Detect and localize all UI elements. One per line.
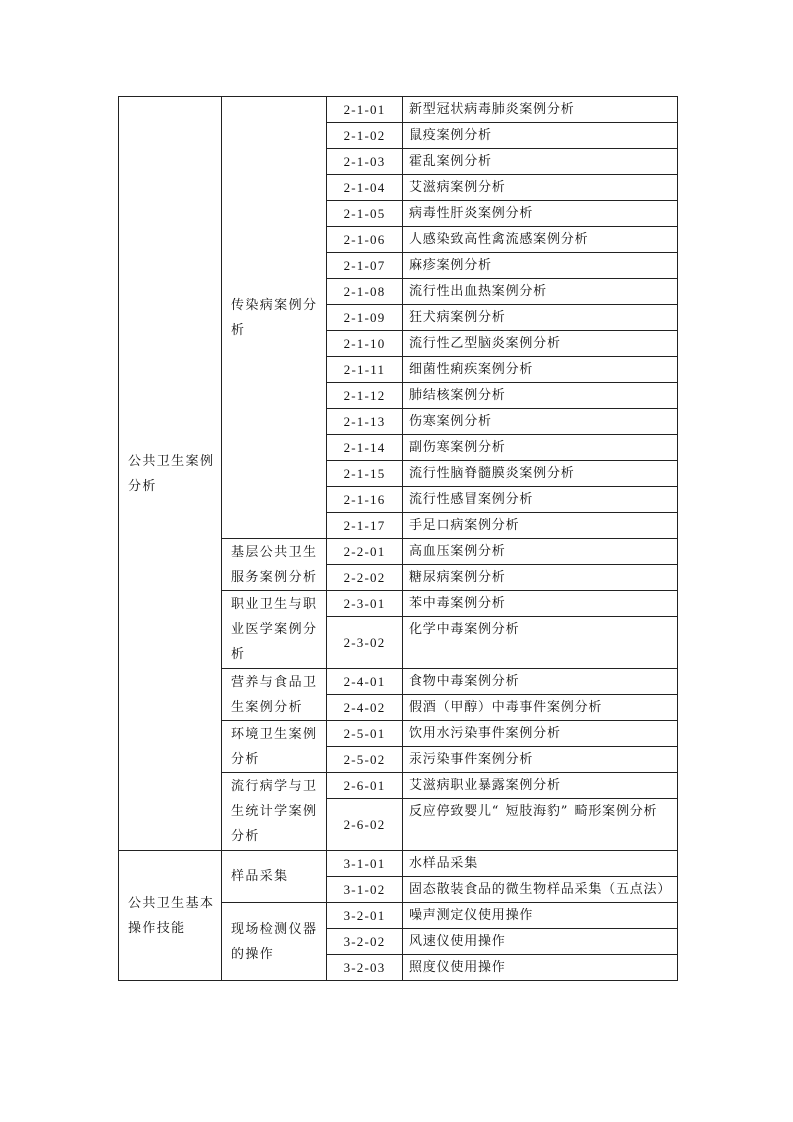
item-title-cell bbox=[403, 175, 678, 201]
item-code: 2-1-04 bbox=[327, 175, 403, 201]
item-title-cell bbox=[403, 409, 678, 435]
item-code: 2-1-01 bbox=[327, 97, 403, 123]
item-title-cell bbox=[403, 305, 678, 331]
item-title: 艾 滋 病 职 业 暴 露 案 例 分 析 bbox=[409, 778, 560, 793]
table-row bbox=[119, 97, 678, 123]
item-title: 反 应 停 致 婴 儿 “ 短 肢 海 豹 ” 畸 形 案 例 分 析 bbox=[409, 804, 657, 819]
item-title: 麻 疹 案 例 分 析 bbox=[409, 258, 491, 273]
item-title-cell bbox=[403, 721, 678, 747]
item-code: 3-2-03 bbox=[327, 955, 403, 981]
item-code: 2-1-05 bbox=[327, 201, 403, 227]
group-cell bbox=[222, 539, 327, 591]
group-label: 环 境 卫 生 案 例 分 析 bbox=[231, 726, 316, 767]
group-label: 现 场 检 测 仪 器 的 操 作 bbox=[231, 921, 316, 962]
item-code: 2-1-09 bbox=[327, 305, 403, 331]
item-code: 3-1-02 bbox=[327, 877, 403, 903]
item-title-cell bbox=[403, 253, 678, 279]
item-title: 流 行 性 感 冒 案 例 分 析 bbox=[409, 492, 533, 507]
item-code: 3-1-01 bbox=[327, 851, 403, 877]
group-cell bbox=[222, 591, 327, 669]
item-code: 2-3-01 bbox=[327, 591, 403, 617]
group-cell bbox=[222, 669, 327, 721]
curriculum-table bbox=[118, 96, 678, 981]
group-label: 营 养 与 食 品 卫 生 案 例 分 析 bbox=[231, 674, 316, 715]
group-label: 样 品 采 集 bbox=[231, 869, 288, 884]
item-title: 新 型 冠 状 病 毒 肺 炎 案 例 分 析 bbox=[409, 102, 574, 117]
item-title: 水 样 品 采 集 bbox=[409, 856, 478, 871]
item-title-cell bbox=[403, 565, 678, 591]
item-title: 狂 犬 病 案 例 分 析 bbox=[409, 310, 505, 325]
item-title: 流 行 性 乙 型 脑 炎 案 例 分 析 bbox=[409, 336, 560, 351]
item-title-cell bbox=[403, 461, 678, 487]
item-code: 2-1-16 bbox=[327, 487, 403, 513]
item-code: 3-2-01 bbox=[327, 903, 403, 929]
item-code: 2-5-02 bbox=[327, 747, 403, 773]
item-code: 2-1-02 bbox=[327, 123, 403, 149]
item-title-cell bbox=[403, 539, 678, 565]
item-title: 流 行 性 出 血 热 案 例 分 析 bbox=[409, 284, 547, 299]
item-title: 鼠 疫 案 例 分 析 bbox=[409, 128, 491, 143]
item-title: 艾 滋 病 案 例 分 析 bbox=[409, 180, 505, 195]
item-title-cell bbox=[403, 97, 678, 123]
item-title-cell bbox=[403, 149, 678, 175]
item-title-cell bbox=[403, 903, 678, 929]
category-cell bbox=[119, 97, 222, 851]
category-cell bbox=[119, 851, 222, 981]
item-title-cell bbox=[403, 669, 678, 695]
item-code: 2-1-10 bbox=[327, 331, 403, 357]
item-title-cell bbox=[403, 747, 678, 773]
group-label: 流 行 病 学 与 卫 生 统 计 学 案 例 分 析 bbox=[231, 779, 316, 844]
item-title: 饮 用 水 污 染 事 件 案 例 分 析 bbox=[409, 726, 560, 741]
item-title: 肺 结 核 案 例 分 析 bbox=[409, 388, 505, 403]
item-code: 2-1-08 bbox=[327, 279, 403, 305]
item-title-cell bbox=[403, 851, 678, 877]
item-title-cell bbox=[403, 929, 678, 955]
table-row bbox=[119, 851, 678, 877]
item-title: 噪 声 测 定 仪 使 用 操 作 bbox=[409, 908, 533, 923]
item-title-cell bbox=[403, 487, 678, 513]
item-title: 风 速 仪 使 用 操 作 bbox=[409, 934, 505, 949]
item-title: 霍 乱 案 例 分 析 bbox=[409, 154, 491, 169]
item-title-cell bbox=[403, 513, 678, 539]
item-title-cell bbox=[403, 799, 678, 851]
item-code: 2-1-07 bbox=[327, 253, 403, 279]
item-title: 苯 中 毒 案 例 分 析 bbox=[409, 596, 505, 611]
item-code: 2-5-01 bbox=[327, 721, 403, 747]
item-title: 伤 寒 案 例 分 析 bbox=[409, 414, 491, 429]
item-code: 3-2-02 bbox=[327, 929, 403, 955]
group-cell bbox=[222, 903, 327, 981]
item-title: 固 态 散 装 食 品 的 微 生 物 样 品 采 集 （ 五 点 法 ） bbox=[409, 882, 671, 897]
item-title: 汞 污 染 事 件 案 例 分 析 bbox=[409, 752, 533, 767]
item-title-cell bbox=[403, 591, 678, 617]
group-cell bbox=[222, 97, 327, 539]
item-title: 糖 尿 病 案 例 分 析 bbox=[409, 570, 505, 585]
item-title-cell bbox=[403, 955, 678, 981]
group-label: 职 业 卫 生 与 职 业 医 学 案 例 分 析 bbox=[231, 597, 316, 662]
item-title: 假 酒 （ 甲 醇 ） 中 毒 事 件 案 例 分 析 bbox=[409, 700, 602, 715]
item-code: 2-3-02 bbox=[327, 617, 403, 669]
group-cell bbox=[222, 851, 327, 903]
category-label: 公 共 卫 生 案 例 分 析 bbox=[128, 453, 213, 494]
item-title-cell bbox=[403, 695, 678, 721]
item-title: 病 毒 性 肝 炎 案 例 分 析 bbox=[409, 206, 533, 221]
item-code: 2-1-14 bbox=[327, 435, 403, 461]
item-title-cell bbox=[403, 357, 678, 383]
item-title-cell bbox=[403, 279, 678, 305]
item-title: 副 伤 寒 案 例 分 析 bbox=[409, 440, 505, 455]
item-title-cell bbox=[403, 331, 678, 357]
item-title-cell bbox=[403, 435, 678, 461]
item-title-cell bbox=[403, 123, 678, 149]
item-code: 2-1-17 bbox=[327, 513, 403, 539]
group-label: 传 染 病 案 例 分 析 bbox=[231, 297, 316, 338]
item-title-cell bbox=[403, 877, 678, 903]
item-title: 照 度 仪 使 用 操 作 bbox=[409, 960, 505, 975]
item-code: 2-1-15 bbox=[327, 461, 403, 487]
category-label: 公 共 卫 生 基 本 操 作 技 能 bbox=[128, 895, 213, 936]
item-code: 2-2-02 bbox=[327, 565, 403, 591]
item-code: 2-4-01 bbox=[327, 669, 403, 695]
item-title: 高 血 压 案 例 分 析 bbox=[409, 544, 505, 559]
item-title-cell bbox=[403, 227, 678, 253]
item-title: 流 行 性 脑 脊 髓 膜 炎 案 例 分 析 bbox=[409, 466, 574, 481]
group-cell bbox=[222, 773, 327, 851]
item-title: 化 学 中 毒 案 例 分 析 bbox=[409, 622, 519, 637]
item-code: 2-1-03 bbox=[327, 149, 403, 175]
item-code: 2-1-06 bbox=[327, 227, 403, 253]
item-code: 2-4-02 bbox=[327, 695, 403, 721]
item-title-cell bbox=[403, 383, 678, 409]
item-title-cell bbox=[403, 617, 678, 669]
item-title-cell bbox=[403, 773, 678, 799]
item-title: 食 物 中 毒 案 例 分 析 bbox=[409, 674, 519, 689]
item-code: 2-1-13 bbox=[327, 409, 403, 435]
item-code: 2-6-01 bbox=[327, 773, 403, 799]
item-title: 细 菌 性 痢 疾 案 例 分 析 bbox=[409, 362, 533, 377]
item-code: 2-6-02 bbox=[327, 799, 403, 851]
item-code: 2-1-12 bbox=[327, 383, 403, 409]
item-code: 2-1-11 bbox=[327, 357, 403, 383]
item-code: 2-2-01 bbox=[327, 539, 403, 565]
item-title: 手 足 口 病 案 例 分 析 bbox=[409, 518, 519, 533]
item-title: 人 感 染 致 高 性 禽 流 感 案 例 分 析 bbox=[409, 232, 588, 247]
group-label: 基 层 公 共 卫 生 服 务 案 例 分 析 bbox=[231, 544, 316, 585]
item-title-cell bbox=[403, 201, 678, 227]
group-cell bbox=[222, 721, 327, 773]
